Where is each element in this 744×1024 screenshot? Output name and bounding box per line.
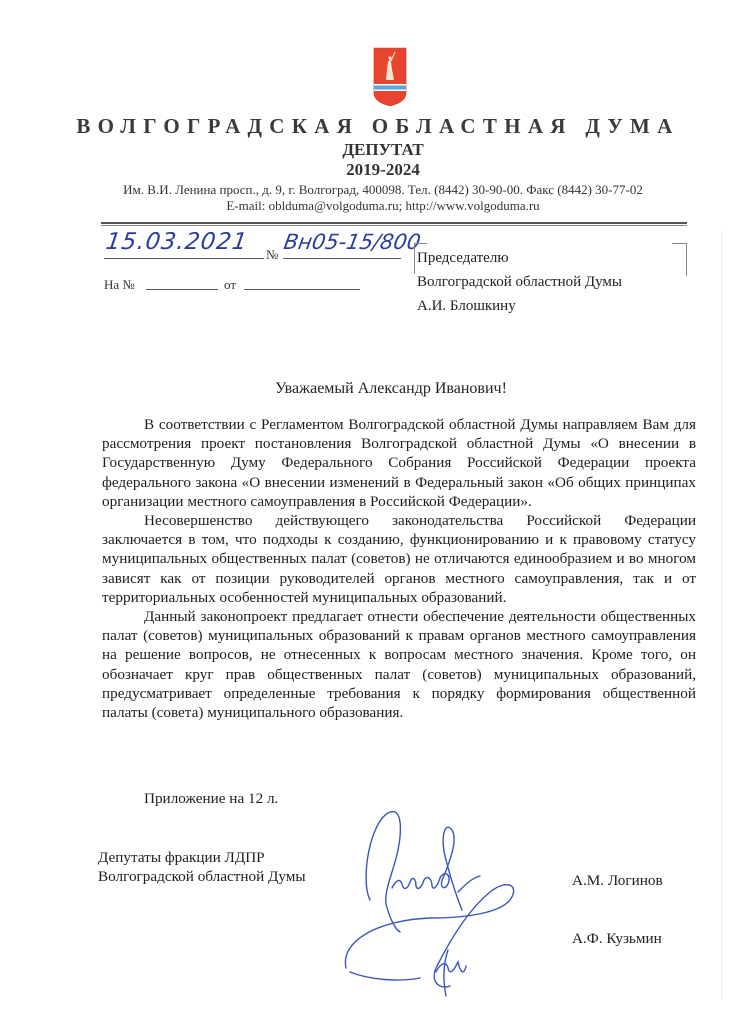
handwritten-signature-icon — [340, 800, 580, 1000]
signer-loginov: А.М. Логинов — [572, 872, 663, 889]
from-blank — [244, 289, 360, 290]
paragraph: Несовершенство действующего законодательства Российской Федерации заключается в том, что подходы к созданию, функционированию и к правовому статусу муниципальных общественных палат (советов) не отличаются единообразием и во многом зависят как от позиции руководителей органов местного самоуправления, так и от территориальных особенностей муниципальных образований. — [102, 512, 696, 606]
from-label: от — [224, 277, 237, 292]
header-divider-thin — [101, 225, 687, 226]
number-label: № — [266, 247, 279, 262]
handwritten-date: 15.03.2021 — [104, 229, 250, 255]
signatory-group — [98, 848, 306, 886]
addressee-name: А.И. Блошкину — [417, 298, 516, 314]
addressee-position: Председателю — [417, 250, 509, 266]
reply-to-label: На № — [104, 277, 135, 292]
term-years: 2019-2024 — [346, 160, 420, 179]
appendix-note: Приложение на 12 л. — [144, 790, 279, 807]
date-underline — [104, 258, 264, 259]
addressee-block — [417, 246, 622, 318]
paragraph: Данный законопроект предлагает отнести обеспечение деятельности общественных палат (советов) муниципальных образований к правам органов местного самоуправления на решение вопросов, не отнесенных к вопросам местного значения. Кроме того, он обозначает круг прав общественных палат (советов) муниципальных образований, предусматривает определенные требования к порядку формирования общественной палаты (совета) муниципального образования. — [102, 608, 696, 722]
organization-name: ВОЛГОГРАДСКАЯ ОБЛАСТНАЯ ДУМА — [76, 114, 680, 138]
handwritten-reg-number: Вн05-15/800 — [281, 230, 423, 254]
postal-address: Им. В.И. Ленина просп., д. 9, г. Волгоград, 400098. Тел. (8442) 30-90-00. Факс (8442) 30-77-02 — [123, 182, 643, 197]
address-bracket-right — [672, 243, 687, 276]
scan-edge — [721, 230, 722, 1000]
signer-kuzmin: А.Ф. Кузьмин — [572, 930, 662, 947]
number-underline — [283, 258, 401, 259]
signatory-group-line2: Волгоградской областной Думы — [98, 868, 306, 885]
letter-body — [102, 415, 696, 722]
paragraph: В соответствии с Регламентом Волгоградской областной Думы направляем Вам для рассмотрения проект постановления Волгоградской областной Думы «О внесении в Государственную Думу Федерального Собрания Российской Федерации проекта федерального закона «О внесении изменений в Федеральный закон «Об общих принципах организации местного самоуправления в Российской Федерации». — [102, 416, 696, 510]
reply-to-blank — [146, 289, 218, 290]
contact-info: E-mail: oblduma@volgoduma.ru; http://www.volgoduma.ru — [226, 198, 540, 213]
greeting: Уважаемый Александр Иванович! — [275, 380, 507, 397]
header-divider — [101, 222, 687, 224]
deputy-title: ДЕПУТАТ — [342, 140, 424, 159]
addressee-organization: Волгоградской областной Думы — [417, 274, 622, 290]
signatory-group-line1: Депутаты фракции ЛДПР — [98, 849, 265, 866]
coat-of-arms-icon — [373, 47, 407, 107]
